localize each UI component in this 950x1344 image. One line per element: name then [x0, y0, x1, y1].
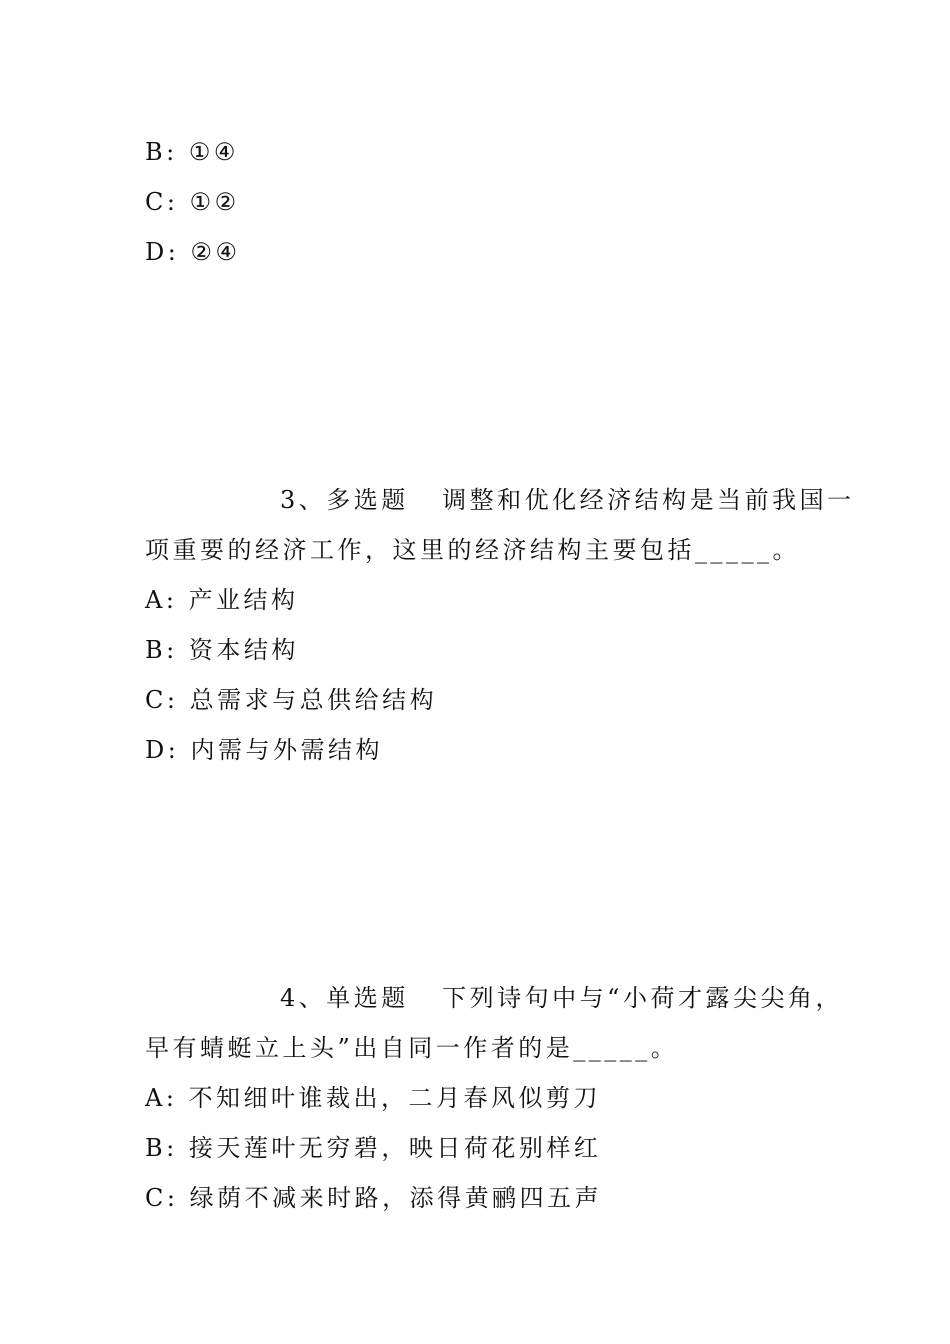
option-text: ①②: [189, 188, 240, 216]
option-b: [145, 1133, 601, 1163]
option-label: B:: [145, 636, 178, 664]
option-text: 总需求与总供给结构: [189, 686, 438, 714]
option-text: 产业结构: [188, 586, 299, 614]
option-label: B:: [145, 1134, 178, 1162]
option-c: [145, 685, 437, 715]
option-label: D:: [145, 736, 180, 764]
option-text: 接天莲叶无穷碧，映日荷花别样红: [188, 1134, 602, 1162]
option-label: C:: [145, 686, 179, 714]
option-text: 资本结构: [188, 636, 299, 664]
option-a: [145, 1083, 601, 1113]
question-number: 4、: [280, 984, 327, 1012]
option-label: A:: [145, 1084, 178, 1112]
option-text: 内需与外需结构: [190, 736, 383, 764]
option-label: D:: [145, 238, 180, 266]
question-3-header: [280, 485, 855, 515]
question-stem-line1: 调整和优化经济结构是当前我国一: [442, 486, 855, 514]
option-text: 绿荫不减来时路，添得黄鹂四五声: [189, 1184, 603, 1212]
question-4-header: [280, 983, 843, 1013]
option-d: [145, 735, 383, 765]
option-c: [145, 1183, 602, 1213]
option-text: ②④: [190, 238, 241, 266]
question-type: 单选题: [326, 984, 409, 1012]
option-b: [145, 635, 299, 665]
question-stem-line1: 下列诗句中与“小荷才露尖尖角，: [442, 984, 843, 1012]
question-3-stem-continued: 项重要的经济工作，这里的经济结构主要包括_____。: [145, 536, 800, 564]
option-a: [145, 585, 299, 615]
option-text: ①④: [188, 138, 239, 166]
option-label: B:: [145, 138, 178, 166]
option-label: C:: [145, 1184, 179, 1212]
option-d: [145, 237, 241, 267]
option-b: [145, 137, 239, 167]
question-number: 3、: [280, 486, 327, 514]
option-c: [145, 187, 240, 217]
option-label: C:: [145, 188, 179, 216]
question-type: 多选题: [326, 486, 409, 514]
option-text: 不知细叶谁裁出，二月春风似剪刀: [188, 1084, 602, 1112]
question-4-stem-continued: 早有蜻蜓立上头”出自同一作者的是_____。: [145, 1034, 679, 1062]
option-label: A:: [145, 586, 178, 614]
